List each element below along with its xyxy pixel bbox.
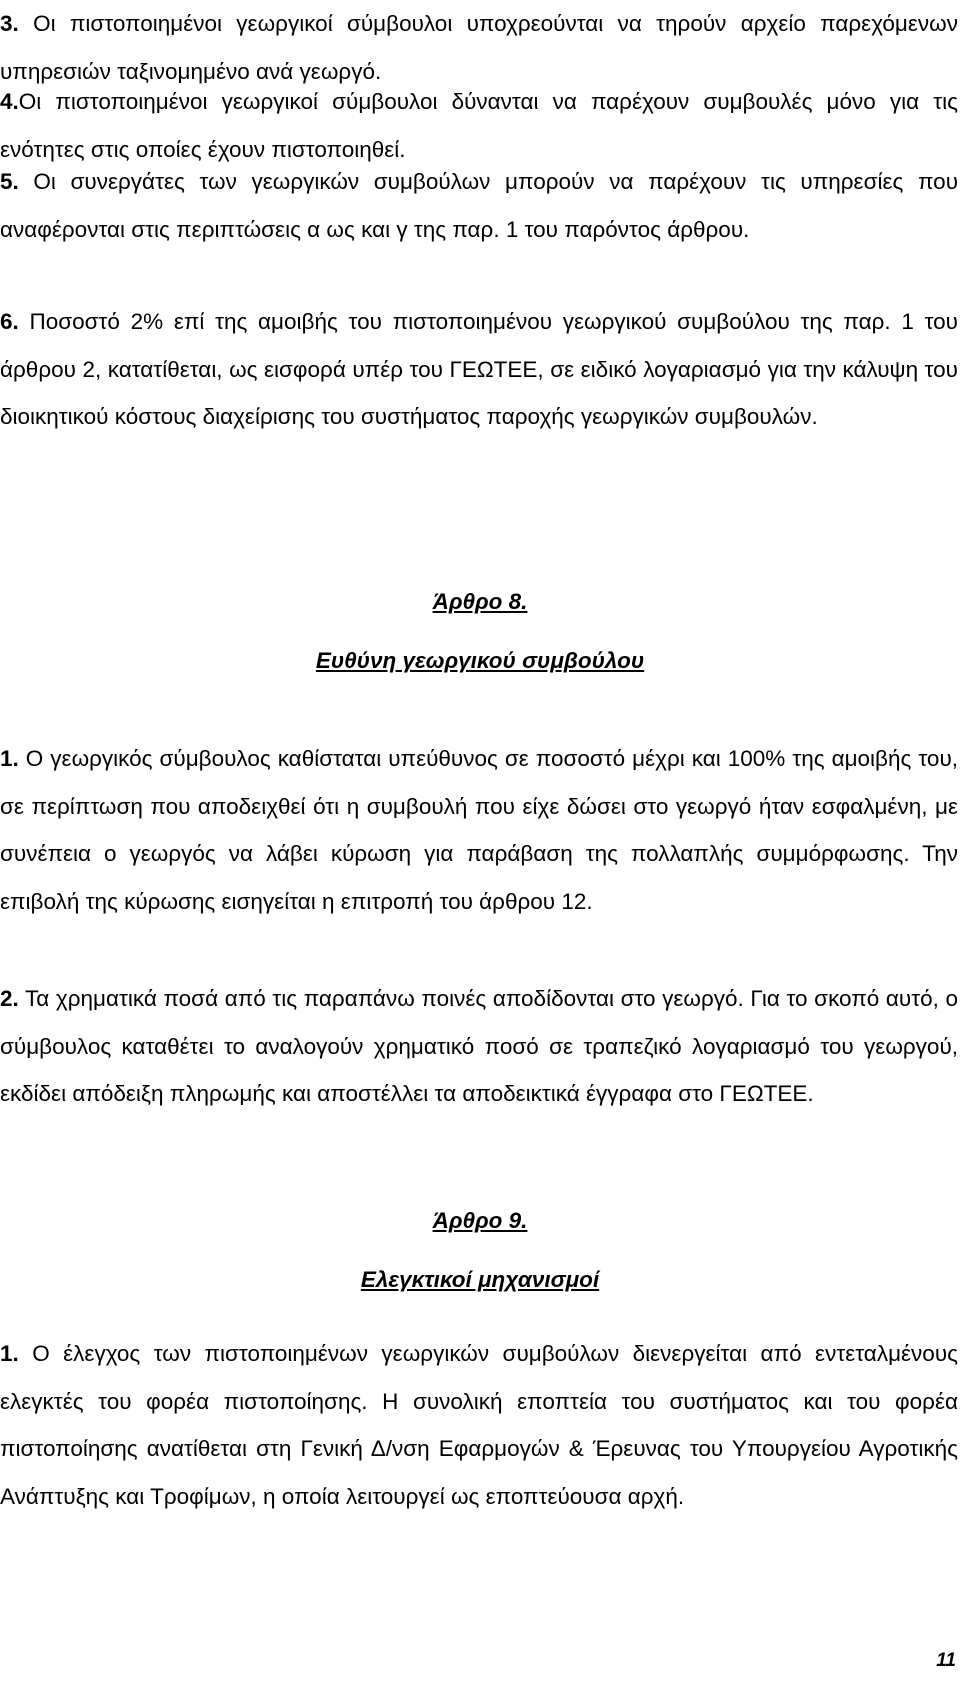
paragraph-number: 2. — [0, 986, 19, 1011]
article-9-subtitle: Ελεγκτικοί μηχανισμοί — [360, 1267, 600, 1292]
paragraph-text: Οι συνεργάτες των γεωργικών συμβούλων μπορούν να παρέχουν τις υπηρεσίες που αναφέρονται στις περιπτώσεις α ως και γ της παρ. 1 του παρόντος άρθρου. — [0, 169, 958, 242]
paragraph-number: 6. — [0, 309, 19, 334]
article-9-paragraph-1 — [0, 1330, 958, 1520]
paragraph-6 — [0, 298, 958, 441]
article-9-title: Άρθρο 9. — [432, 1208, 528, 1233]
paragraph-text: Ποσοστό 2% επί της αμοιβής του πιστοποιημένου γεωργικού συμβούλου της παρ. 1 του άρθρου 2, κατατίθεται, ως εισφορά υπέρ του ΓΕΩΤΕΕ, σε ειδικό λογαριασμό για την κάλυψη του διοικητικού κόστους διαχείρισης του συστήματος παροχής γεωργικών συμβουλών. — [0, 309, 958, 429]
article-8-paragraph-1 — [0, 735, 958, 925]
article-8-paragraph-2 — [0, 975, 958, 1118]
article-8-title: Άρθρο 8. — [432, 589, 528, 614]
page-number: 11 — [936, 1650, 956, 1671]
paragraph-number: 3. — [0, 11, 19, 36]
paragraph-number: 4. — [0, 89, 19, 114]
paragraph-number: 1. — [0, 746, 19, 771]
paragraph-text: Ο γεωργικός σύμβουλος καθίσταται υπεύθυνος σε ποσοστό μέχρι και 100% της αμοιβής του, σε περίπτωση που αποδειχθεί ότι η συμβουλή που είχε δώσει στο γεωργό ήταν εσφαλμένη, με συνέπεια ο γεωργός να λάβει κύρωση για παράβαση της πολλαπλής συμμόρφωσης. Την επιβολή της κύρωσης εισηγείται η επιτροπή του άρθρου 12. — [0, 746, 958, 914]
paragraph-text: Οι πιστοποιημένοι γεωργικοί σύμβουλοι δύνανται να παρέχουν συμβουλές μόνο για τις ενότητες στις οποίες έχουν πιστοποιηθεί. — [0, 89, 958, 162]
paragraph-text: Οι πιστοποιημένοι γεωργικοί σύμβουλοι υποχρεούνται να τηρούν αρχείο παρεχόμενων υπηρεσιών ταξινομημένο ανά γεωργό. — [0, 11, 958, 84]
paragraph-5 — [0, 158, 958, 253]
article-8-subtitle: Ευθύνη γεωργικού συμβούλου — [315, 648, 645, 673]
paragraph-text: Ο έλεγχος των πιστοποιημένων γεωργικών συμβούλων διενεργείται από εντεταλμένους ελεγκτές του φορέα πιστοποίησης. Η συνολική εποπτεία του συστήματος και του φορέα πιστοποίησης ανατίθεται στη Γενική Δ/νση Εφαρμογών & Έρευνας του Υπουργείου Αγροτικής Ανάπτυξης και Τροφίμων, η οποία λειτουργεί ως εποπτεύουσα αρχή. — [0, 1341, 958, 1509]
paragraph-number: 1. — [0, 1341, 19, 1366]
paragraph-text: Τα χρηματικά ποσά από τις παραπάνω ποινές αποδίδονται στο γεωργό. Για το σκοπό αυτό, ο σύμβουλος καταθέτει το αναλογούν χρηματικό ποσό σε τραπεζικό λογαριασμό του γεωργού, εκδίδει απόδειξη πληρωμής και αποστέλλει τα αποδεικτικά έγγραφα στο ΓΕΩΤΕΕ. — [0, 986, 958, 1106]
paragraph-number: 5. — [0, 169, 19, 194]
